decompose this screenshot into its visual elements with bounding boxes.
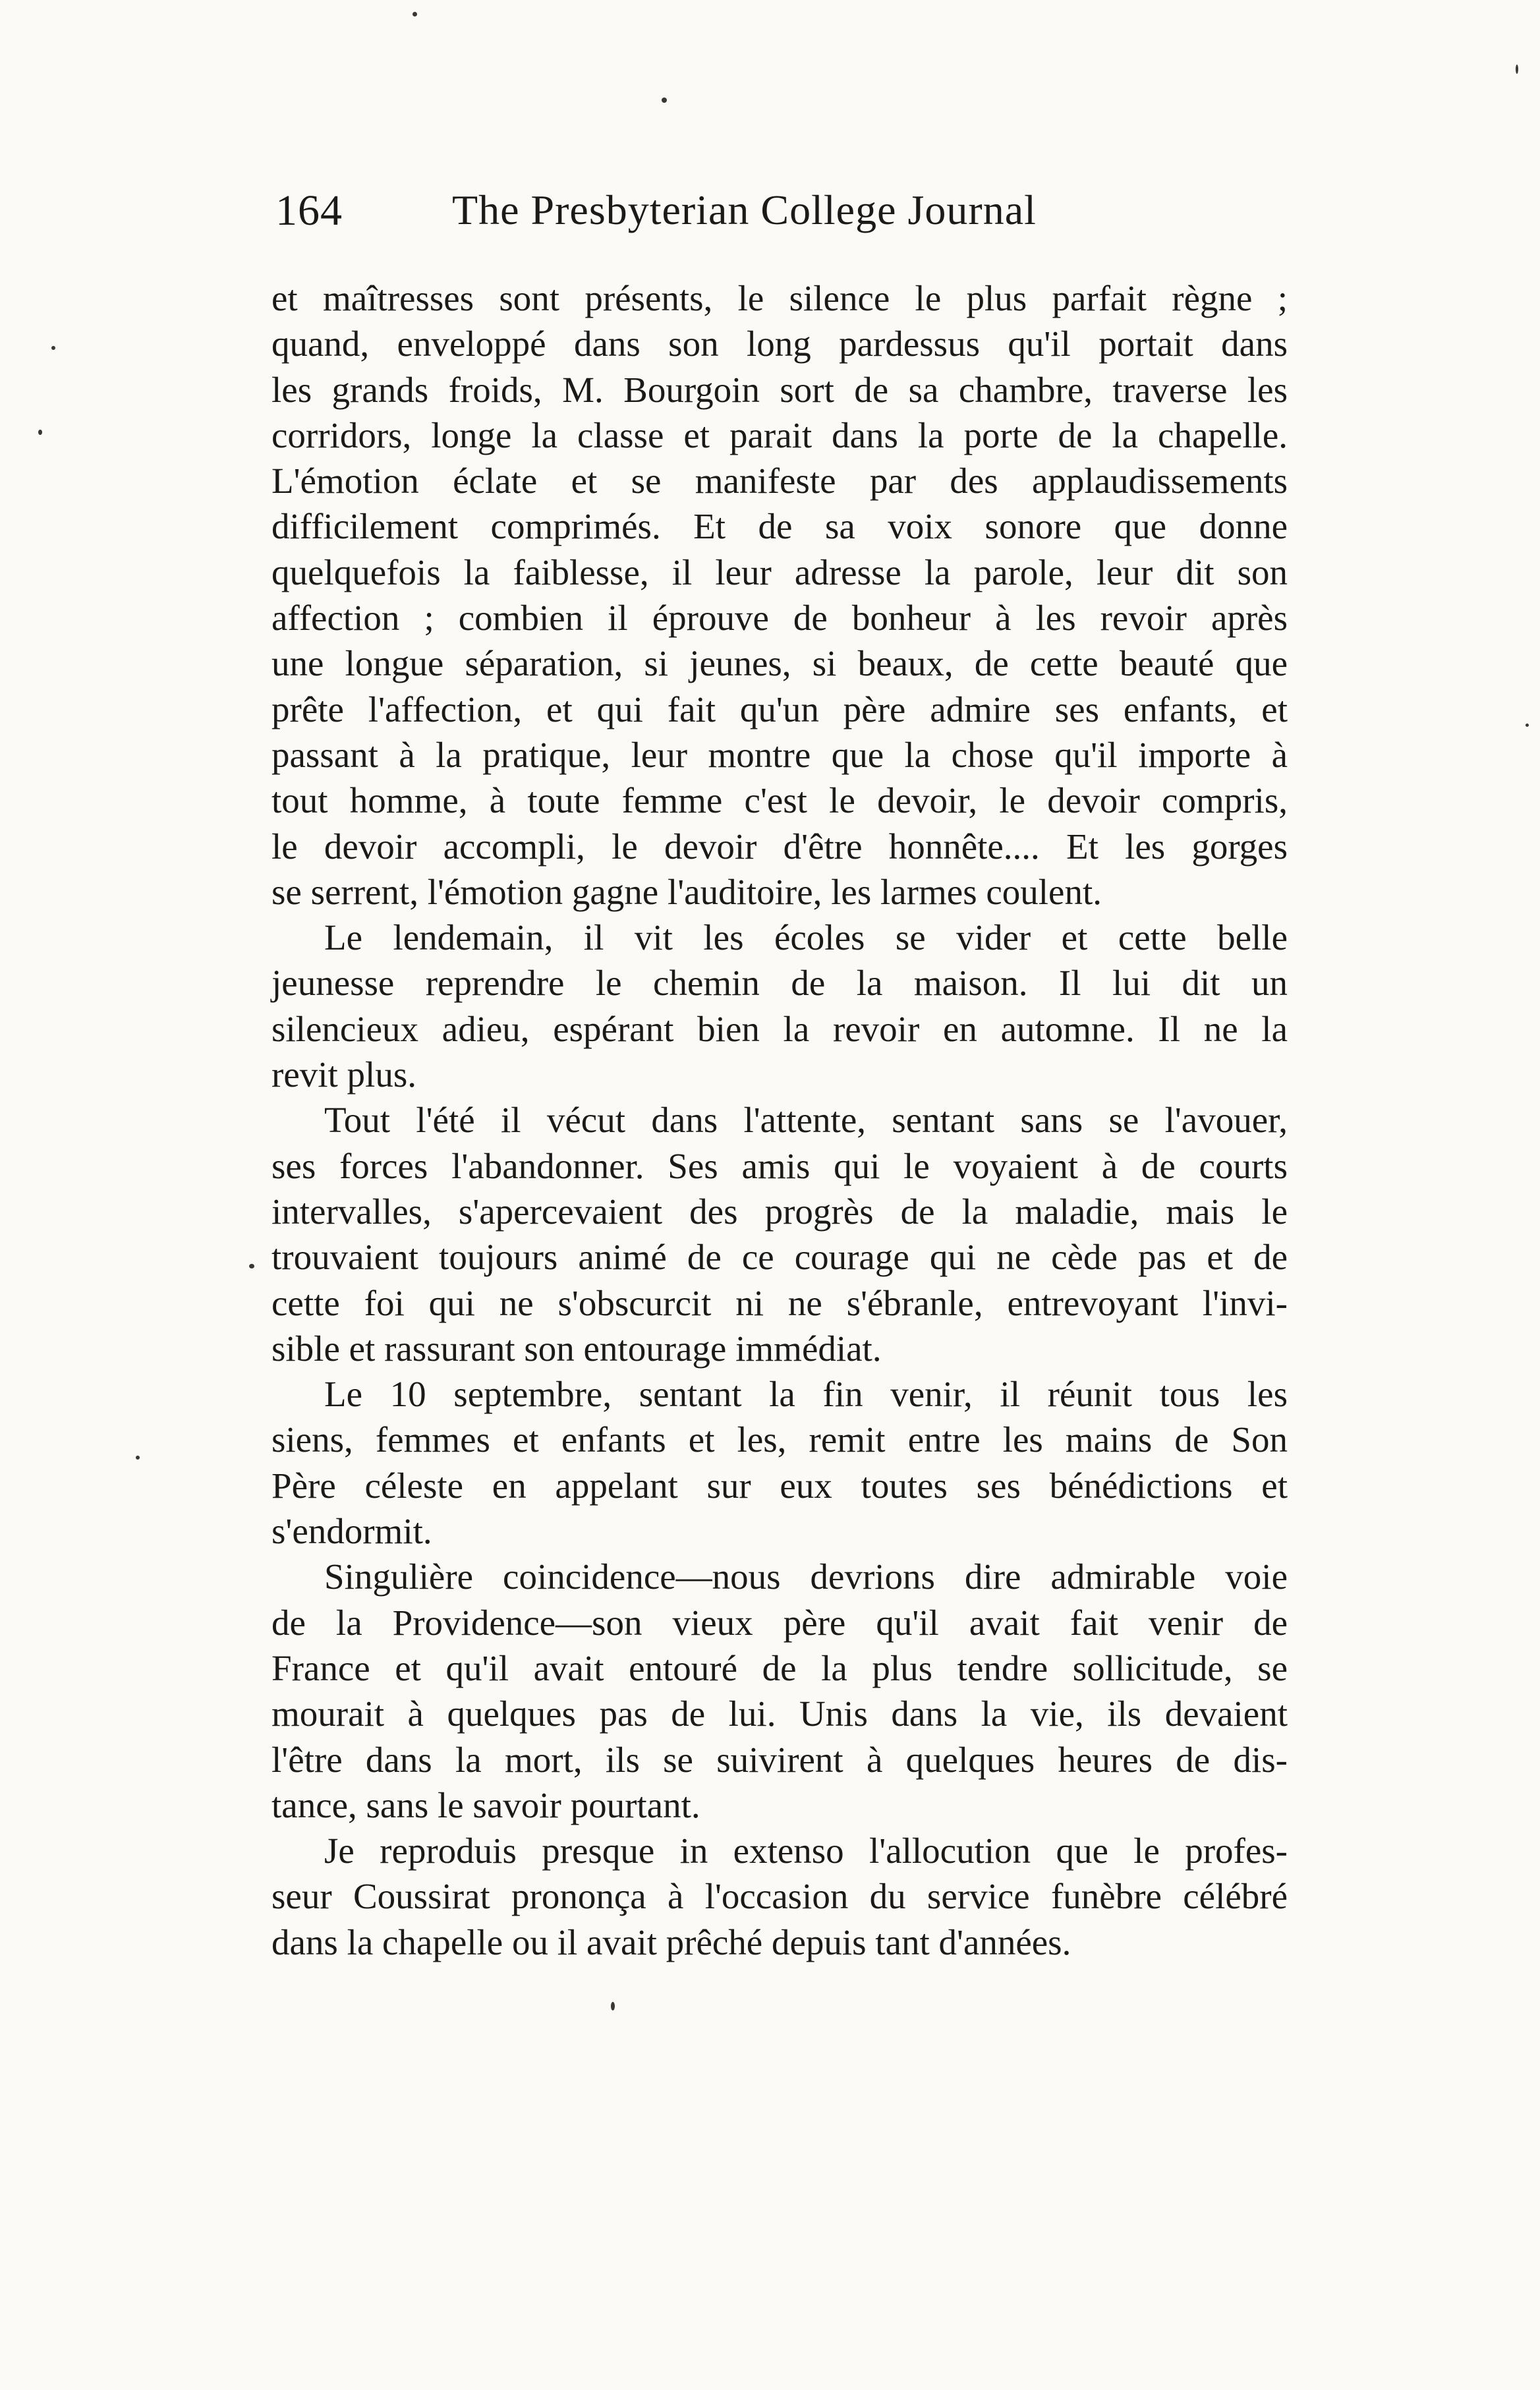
text-line: France et qu'il avait entouré de la plus tendre sollicitude, se: [271, 1647, 1288, 1688]
text-line: mourait à quelques pas de lui. Unis dans la vie, ils devaient: [271, 1693, 1288, 1734]
text-line: passant à la pratique, leur montre que la chose qu'il importe à: [271, 734, 1288, 775]
text-line: et maîtresses sont présents, le silence le plus parfait règne ;: [271, 278, 1288, 318]
scan-speck: [51, 346, 55, 350]
text-line: quelquefois la faiblesse, il leur adresse la parole, leur dit son: [271, 552, 1288, 592]
scan-speck: [1516, 65, 1518, 74]
text-line: Singulière coincidence—nous devrions dire admirable voie: [324, 1556, 1288, 1597]
text-line: une longue séparation, si jeunes, si beaux, de cette beauté que: [271, 643, 1288, 684]
text-line: L'émotion éclate et se manifeste par des applaudissements: [271, 461, 1288, 501]
text-line: quand, enveloppé dans son long pardessus qu'il portait dans: [271, 324, 1288, 364]
text-line: Je reproduis presque in extenso l'allocution que le profes-: [324, 1831, 1288, 1871]
text-line: s'endormit.: [271, 1511, 432, 1552]
text-line: de la Providence—son vieux père qu'il avait fait venir de: [271, 1602, 1288, 1643]
text-line: ses forces l'abandonner. Ses amis qui le voyaient à de courts: [271, 1145, 1288, 1186]
paragraph: [271, 1371, 1288, 1554]
scan-speck: [611, 2002, 615, 2010]
text-line: l'être dans la mort, ils se suivirent à quelques heures de dis-: [271, 1739, 1288, 1780]
text-line: Le 10 septembre, sentant la fin venir, il réunit tous les: [324, 1374, 1288, 1415]
scan-speck: [662, 98, 667, 103]
paragraph: [271, 1097, 1288, 1371]
text-line: trouvaient toujours animé de ce courage qui ne cède pas et de: [271, 1237, 1288, 1278]
text-line: Père céleste en appelant sur eux toutes ses bénédictions et: [271, 1465, 1288, 1506]
text-line: tout homme, à toute femme c'est le devoir, le devoir compris,: [271, 780, 1288, 821]
text-line: intervalles, s'apercevaient des progrès de la maladie, mais le: [271, 1191, 1288, 1232]
text-line: seur Coussirat prononça à l'occasion du service funèbre célébré: [271, 1876, 1288, 1917]
text-line: sible et rassurant son entourage immédiat.: [271, 1328, 882, 1369]
paragraph: [271, 915, 1288, 1097]
text-line: Tout l'été il vécut dans l'attente, sentant sans se l'avouer,: [324, 1100, 1288, 1141]
text-line: tance, sans le savoir pourtant.: [271, 1784, 700, 1825]
scan-speck: [136, 1456, 140, 1460]
text-line: jeunesse reprendre le chemin de la maison. Il lui dit un: [271, 963, 1288, 1004]
running-title: The Presbyterian College Journal: [452, 186, 1037, 233]
paragraph: [271, 275, 1288, 915]
text-line: difficilement comprimés. Et de sa voix sonore que donne: [271, 506, 1288, 547]
page-header: [275, 186, 1119, 245]
scan-speck: [413, 12, 417, 16]
text-line: silencieux adieu, espérant bien la revoir en automne. Il ne la: [271, 1008, 1288, 1049]
text-line: cette foi qui ne s'obscurcit ni ne s'ébranle, entrevoyant l'invi-: [271, 1282, 1288, 1323]
scan-speck: [1526, 724, 1529, 727]
paragraph: [271, 1554, 1288, 1828]
text-line: le devoir accompli, le devoir d'être honnête.... Et les gorges: [271, 826, 1288, 867]
text-line: se serrent, l'émotion gagne l'auditoire, les larmes coulent.: [271, 871, 1102, 912]
paragraph: [271, 1828, 1288, 1965]
scan-speck: [38, 430, 42, 435]
text-line: siens, femmes et enfants et les, remit entre les mains de Son: [271, 1419, 1288, 1460]
text-line: revit plus.: [271, 1054, 416, 1095]
page-number: 164: [275, 186, 343, 235]
text-line: dans la chapelle ou il avait prêché depuis tant d'années.: [271, 1921, 1071, 1962]
text-line: corridors, longe la classe et parait dans la porte de la chapelle.: [271, 414, 1288, 455]
text-line: Le lendemain, il vit les écoles se vider et cette belle: [324, 917, 1288, 958]
text-line: prête l'affection, et qui fait qu'un père admire ses enfants, et: [271, 689, 1288, 729]
scan-speck: [249, 1264, 254, 1268]
text-line: les grands froids, M. Bourgoin sort de sa chambre, traverse les: [271, 369, 1288, 410]
body-text: [271, 275, 1288, 1965]
text-line: affection ; combien il éprouve de bonheur à les revoir après: [271, 598, 1288, 639]
